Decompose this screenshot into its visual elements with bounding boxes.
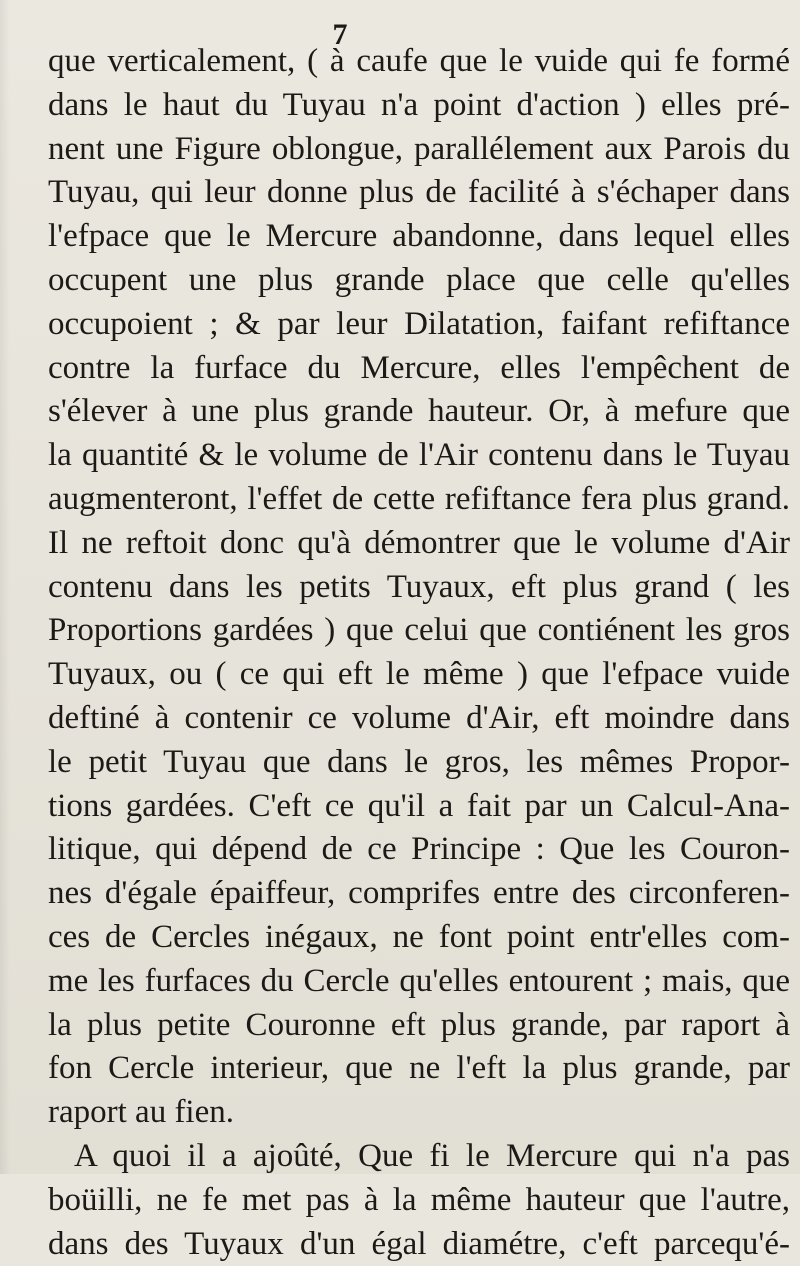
page-number: 7: [332, 18, 348, 51]
body-text: [48, 40, 790, 1266]
text-line-11: augmenteront, l'effet de cette refiftance fera plus grand.: [48, 480, 790, 517]
text-line-15: Tuyaux, ou ( ce qui eft le même ) que l'efpace vuide: [48, 656, 790, 693]
text-line-3: nent une Figure oblongue, parallélement aux Parois du: [48, 130, 790, 167]
text-line-1: que verticalement, ( à caufe que le vuide qui fe formé: [48, 43, 790, 79]
text-line-24: fon Cercle interieur, que ne l'eft la plus grande, par: [48, 1050, 790, 1087]
text-line-2: dans le haut du Tuyau n'a point d'action ) elles pré-: [48, 86, 790, 123]
text-line-9: s'élever à une plus grande hauteur. Or, à mefure que: [48, 393, 790, 430]
text-line-23: la plus petite Couronne eft plus grande, par raport à: [48, 1006, 790, 1043]
text-line-21: ces de Cercles inégaux, ne font point entr'elles com-: [48, 918, 790, 955]
text-line-27: boüilli, ne fe met pas à la même hauteur que l'autre,: [48, 1181, 790, 1218]
text-line-13: contenu dans les petits Tuyaux, eft plus grand ( les: [48, 568, 790, 605]
text-line-28: dans des Tuyaux d'un égal diamétre, c'eft parcequ'é-: [48, 1225, 790, 1262]
text-line-17: le petit Tuyau que dans le gros, les mêmes Propor-: [48, 743, 790, 780]
text-line-26: A quoi il a ajoûté, Que fi le Mercure qui n'a pas: [74, 1137, 790, 1174]
text-line-8: contre la furface du Mercure, elles l'empêchent de: [48, 349, 790, 386]
page-edge-shadow: [0, 0, 10, 1174]
text-line-16: deftiné à contenir ce volume d'Air, eft moindre dans: [48, 699, 790, 736]
text-line-22: me les furfaces du Cercle qu'elles entourent ; mais, que: [48, 962, 790, 999]
text-line-10: la quantité & le volume de l'Air contenu dans le Tuyau: [48, 437, 790, 474]
text-line-20: nes d'égale épaiffeur, comprifes entre des circonferen-: [48, 875, 790, 912]
text-line-6: occupent une plus grande place que celle qu'elles: [48, 261, 790, 298]
text-line-7: occupoient ; & par leur Dilatation, faifant refiftance: [48, 305, 790, 342]
text-line-14: Proportions gardées ) que celui que contiénent les gros: [48, 612, 790, 649]
text-line-5: l'efpace que le Mercure abandonne, dans lequel elles: [48, 218, 790, 255]
text-line-4: Tuyau, qui leur donne plus de facilité à s'échaper dans: [48, 174, 790, 211]
text-line-25: raport au fien.: [48, 1094, 234, 1131]
text-line-18: tions gardées. C'eft ce qu'il a fait par un Calcul-Ana-: [48, 787, 790, 824]
text-line-19: litique, qui dépend de ce Principe : Que les Couron-: [48, 831, 790, 868]
text-line-12: Il ne reftoit donc qu'à démontrer que le volume d'Air: [48, 524, 790, 561]
